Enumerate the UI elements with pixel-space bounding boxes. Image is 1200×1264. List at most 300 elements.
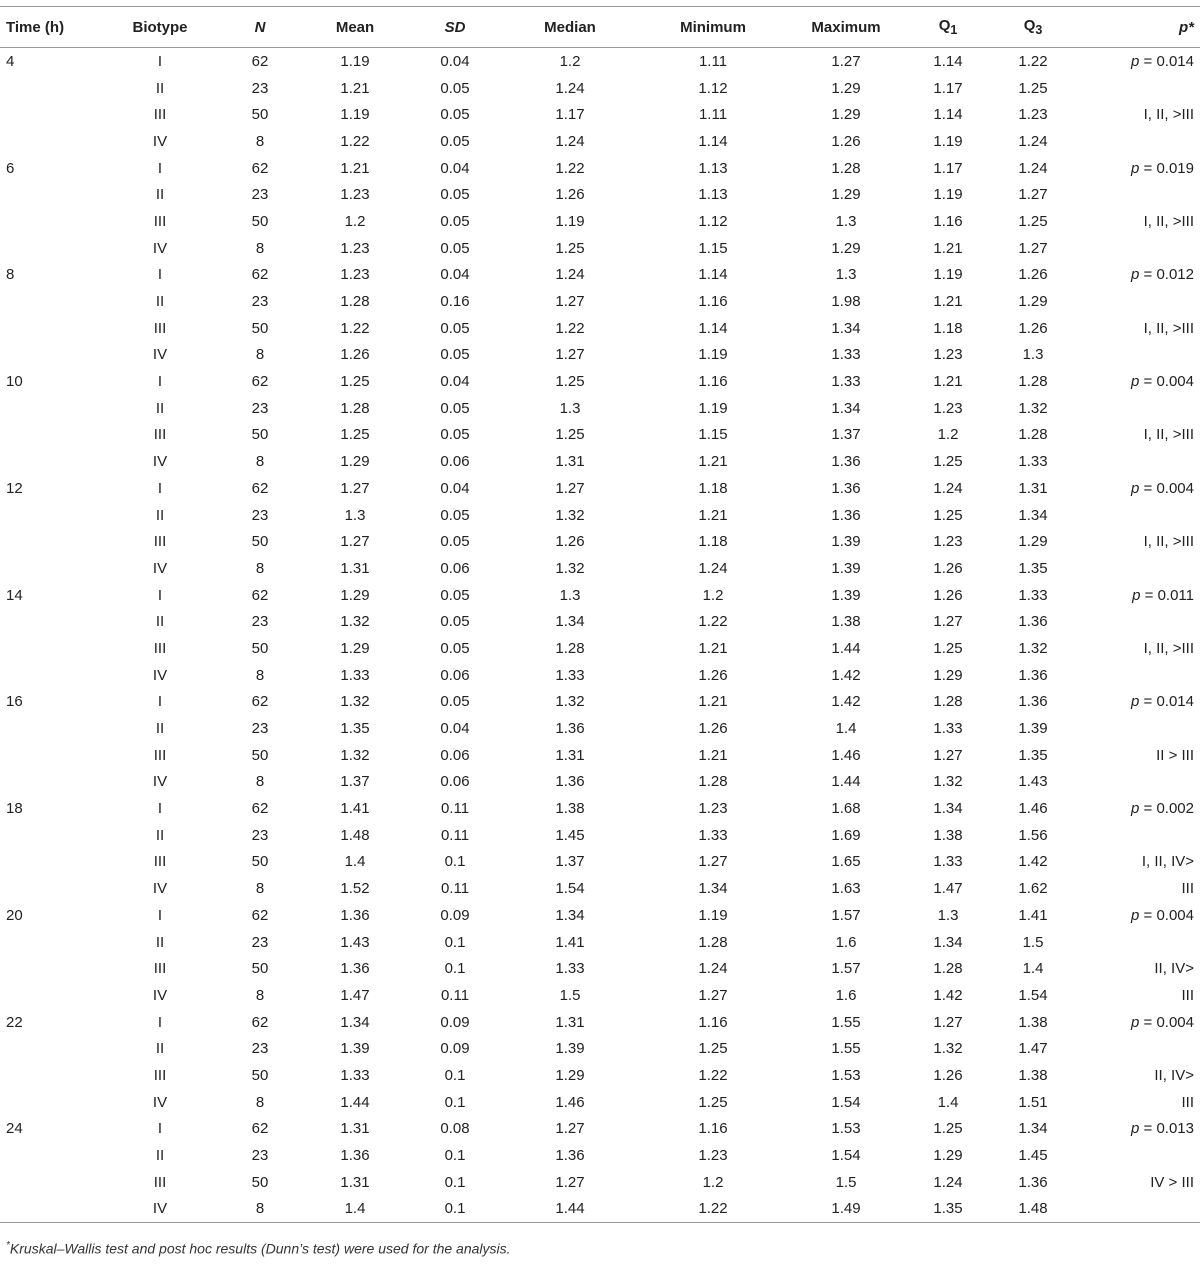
cell-minimum: 1.21: [698, 639, 728, 657]
p-symbol: p: [1131, 52, 1140, 70]
cell-p: p = 0.004: [1131, 1013, 1194, 1031]
table-row: [0, 101, 1200, 128]
cell-n: 8: [255, 986, 265, 1004]
cell-q3: 1.43: [1018, 773, 1048, 791]
cell-q1: 1.27: [933, 746, 963, 764]
table-row: [0, 368, 1200, 395]
cell-median: 1.26: [555, 533, 585, 551]
cell-minimum: 1.25: [698, 1040, 728, 1058]
cell-n: 50: [251, 426, 269, 444]
cell-time: [0, 822, 90, 849]
table-row: [0, 395, 1200, 422]
cell-biotype: II: [155, 1147, 165, 1165]
table-header: [0, 7, 1200, 48]
cell-sd: 0.1: [444, 1066, 466, 1084]
cell-minimum: 1.12: [698, 79, 728, 97]
cell-minimum: 1.18: [698, 479, 728, 497]
cell-time: 16: [6, 693, 23, 711]
cell-maximum: 1.39: [831, 533, 861, 551]
cell-time: 24: [6, 1120, 23, 1138]
cell-sd: 0.16: [440, 293, 470, 311]
cell-q1: 1.26: [933, 586, 963, 604]
cell-median: 1.27: [555, 1120, 585, 1138]
cell-time: [0, 1196, 90, 1223]
cell-mean: 1.35: [340, 720, 370, 738]
table-row: [0, 1062, 1200, 1089]
cell-p: p = 0.014: [1131, 52, 1194, 70]
cell-median: 1.27: [555, 1173, 585, 1191]
cell-median: 1.36: [555, 773, 585, 791]
cell-minimum: 1.2: [702, 1173, 724, 1191]
cell-minimum: 1.13: [698, 186, 728, 204]
cell-biotype: I: [157, 266, 163, 284]
cell-q1: 1.33: [933, 720, 963, 738]
cell-median: 1.26: [555, 186, 585, 204]
cell-median: 1.25: [555, 239, 585, 257]
cell-biotype: III: [153, 533, 167, 551]
p-symbol: p: [1131, 693, 1140, 711]
cell-mean: 1.28: [340, 293, 370, 311]
cell-maximum: 1.3: [835, 212, 857, 230]
cell-biotype: I: [157, 52, 163, 70]
cell-maximum: 1.5: [835, 1173, 857, 1191]
cell-q1: 1.23: [933, 399, 963, 417]
cell-median: 1.25: [555, 373, 585, 391]
cell-biotype: II: [155, 293, 165, 311]
cell-mean: 1.28: [340, 399, 370, 417]
cell-q1: 1.26: [933, 1066, 963, 1084]
cell-median: 1.33: [555, 960, 585, 978]
cell-q3: 1.33: [1018, 453, 1048, 471]
q3-label: Q: [1023, 17, 1036, 34]
cell-biotype: IV: [152, 346, 168, 364]
cell-maximum: 1.33: [831, 346, 861, 364]
table-row: [0, 155, 1200, 182]
cell-time: [0, 769, 90, 796]
col-header-q1: [916, 7, 980, 48]
cell-q3: 1.25: [1018, 212, 1048, 230]
cell-biotype: IV: [152, 880, 168, 898]
cell-median: 1.45: [555, 826, 585, 844]
cell-mean: 1.36: [340, 960, 370, 978]
col-header-time: Time (h): [0, 7, 90, 48]
cell-time: [0, 715, 90, 742]
p-symbol: p: [1131, 800, 1140, 818]
cell-n: 23: [251, 506, 269, 524]
cell-q1: 1.25: [933, 506, 963, 524]
cell-sd: 0.05: [440, 346, 470, 364]
cell-biotype: I: [157, 1120, 163, 1138]
cell-n: 8: [255, 1093, 265, 1111]
cell-mean: 1.27: [340, 533, 370, 551]
cell-n: 50: [251, 746, 269, 764]
cell-maximum: 1.27: [831, 52, 861, 70]
cell-q3: 1.34: [1018, 506, 1048, 524]
cell-median: 1.29: [555, 1066, 585, 1084]
cell-mean: 1.36: [340, 906, 370, 924]
cell-p: III: [1181, 986, 1194, 1004]
cell-q3: 1.32: [1018, 639, 1048, 657]
cell-biotype: III: [153, 639, 167, 657]
cell-maximum: 1.42: [831, 693, 861, 711]
p-symbol: p: [1131, 906, 1140, 924]
cell-p: I, II, IV>: [1141, 853, 1194, 871]
table-row: [0, 128, 1200, 155]
cell-mean: 1.44: [340, 1093, 370, 1111]
cell-minimum: 1.22: [650, 1196, 776, 1223]
cell-biotype: III: [153, 319, 167, 337]
cell-n: 50: [251, 639, 269, 657]
cell-sd: 0.1: [444, 933, 466, 951]
cell-p: p = 0.013: [1131, 1120, 1194, 1138]
cell-n: 23: [251, 613, 269, 631]
cell-q1: 1.19: [933, 266, 963, 284]
cell-sd: 0.11: [440, 800, 470, 818]
cell-sd: 0.04: [440, 159, 470, 177]
cell-n: 23: [251, 933, 269, 951]
cell-p: I, II, >III: [1143, 212, 1194, 230]
cell-n: 62: [251, 693, 269, 711]
cell-sd: 0.1: [444, 1173, 466, 1191]
cell-p: [1086, 662, 1200, 689]
table-row: [0, 822, 1200, 849]
cell-maximum: 1.33: [831, 373, 861, 391]
cell-median: 1.24: [555, 266, 585, 284]
cell-n: 62: [251, 159, 269, 177]
cell-q1: 1.21: [933, 239, 963, 257]
table-row: [0, 1142, 1200, 1169]
cell-time: [0, 288, 90, 315]
cell-q3: 1.51: [1018, 1093, 1048, 1111]
cell-minimum: 1.16: [698, 373, 728, 391]
cell-median: 1.5: [559, 986, 581, 1004]
cell-biotype: IV: [152, 986, 168, 1004]
cell-minimum: 1.18: [698, 533, 728, 551]
table-row: [0, 342, 1200, 369]
cell-q3: 1.4: [1022, 960, 1044, 978]
cell-time: 6: [6, 159, 15, 177]
cell-q1: 1.28: [933, 960, 963, 978]
cell-maximum: 1.46: [831, 746, 861, 764]
cell-mean: 1.4: [290, 1196, 420, 1223]
p-symbol: p: [1131, 479, 1140, 497]
cell-q3: 1.33: [1018, 586, 1048, 604]
table-row: [0, 929, 1200, 956]
cell-n: 50: [251, 106, 269, 124]
cell-q1: 1.25: [933, 639, 963, 657]
cell-sd: 0.1: [444, 853, 466, 871]
cell-p: [1086, 1196, 1200, 1223]
cell-q1: 1.19: [933, 132, 963, 150]
cell-median: 1.17: [555, 106, 585, 124]
cell-mean: 1.33: [340, 666, 370, 684]
cell-median: 1.28: [555, 639, 585, 657]
cell-time: [0, 555, 90, 582]
table-row: [0, 75, 1200, 102]
cell-q3: 1.27: [1018, 239, 1048, 257]
cell-median: 1.25: [555, 426, 585, 444]
cell-p: [1086, 555, 1200, 582]
cell-time: [0, 1062, 90, 1089]
cell-q1: 1.25: [933, 453, 963, 471]
cell-n: 23: [251, 826, 269, 844]
cell-minimum: 1.13: [698, 159, 728, 177]
cell-p: p = 0.002: [1131, 800, 1194, 818]
cell-p: [1086, 181, 1200, 208]
p-symbol: p: [1132, 586, 1141, 604]
cell-p: [1086, 395, 1200, 422]
cell-minimum: 1.12: [698, 212, 728, 230]
cell-biotype: III: [153, 1173, 167, 1191]
cell-biotype: I: [157, 800, 163, 818]
cell-n: 50: [251, 1066, 269, 1084]
table-row: [0, 795, 1200, 822]
cell-n: 23: [251, 720, 269, 738]
cell-q3: 1.24: [1018, 159, 1048, 177]
cell-mean: 1.39: [340, 1040, 370, 1058]
cell-time: [0, 208, 90, 235]
cell-mean: 1.22: [340, 132, 370, 150]
cell-n: 8: [255, 239, 265, 257]
cell-q1: 1.25: [933, 1120, 963, 1138]
cell-q1: 1.23: [933, 533, 963, 551]
cell-time: [0, 608, 90, 635]
cell-sd: 0.06: [440, 453, 470, 471]
cell-minimum: 1.27: [698, 853, 728, 871]
table-row: [0, 1116, 1200, 1143]
cell-q3: 1.36: [1018, 613, 1048, 631]
cell-q1: 1.2: [937, 426, 959, 444]
table-row: [0, 902, 1200, 929]
cell-sd: 0.05: [440, 586, 470, 604]
cell-q3: 1.36: [1018, 693, 1048, 711]
table-row: [0, 181, 1200, 208]
col-header-median: Median: [490, 7, 650, 48]
cell-n: 23: [251, 79, 269, 97]
cell-p: [1086, 608, 1200, 635]
table-row: [0, 502, 1200, 529]
cell-q1: 1.17: [933, 159, 963, 177]
cell-maximum: 1.53: [831, 1120, 861, 1138]
cell-q3: 1.5: [1022, 933, 1044, 951]
cell-minimum: 1.34: [698, 880, 728, 898]
cell-sd: 0.05: [440, 693, 470, 711]
cell-time: [0, 422, 90, 449]
cell-time: [0, 955, 90, 982]
cell-biotype: II: [155, 399, 165, 417]
cell-biotype: I: [157, 1013, 163, 1031]
footnote: [6, 1240, 511, 1257]
cell-sd: 0.1: [444, 1093, 466, 1111]
cell-biotype: II: [155, 186, 165, 204]
cell-sd: 0.09: [440, 1013, 470, 1031]
cell-p: [1086, 822, 1200, 849]
cell-median: 1.27: [555, 346, 585, 364]
cell-minimum: 1.14: [698, 132, 728, 150]
cell-minimum: 1.24: [698, 559, 728, 577]
cell-maximum: 1.34: [831, 399, 861, 417]
cell-n: 23: [251, 1147, 269, 1165]
cell-p: I, II, >III: [1143, 639, 1194, 657]
cell-p: [1086, 128, 1200, 155]
cell-maximum: 1.69: [831, 826, 861, 844]
cell-time: [0, 875, 90, 902]
table-row: [0, 448, 1200, 475]
cell-median: 1.19: [555, 212, 585, 230]
table-row: [0, 48, 1200, 75]
cell-maximum: 1.36: [831, 479, 861, 497]
cell-maximum: 1.28: [831, 159, 861, 177]
cell-mean: 1.33: [340, 1066, 370, 1084]
cell-q3: 1.35: [1018, 559, 1048, 577]
cell-mean: 1.22: [340, 319, 370, 337]
cell-maximum: 1.54: [831, 1093, 861, 1111]
cell-n: 23: [251, 186, 269, 204]
cell-mean: 1.37: [340, 773, 370, 791]
cell-maximum: 1.39: [831, 559, 861, 577]
cell-biotype: III: [153, 212, 167, 230]
cell-time: [0, 315, 90, 342]
table-row: [0, 475, 1200, 502]
cell-q3: 1.38: [1018, 1013, 1048, 1031]
cell-n: 62: [251, 373, 269, 391]
cell-p: I, II, >III: [1143, 426, 1194, 444]
cell-biotype: II: [155, 720, 165, 738]
p-symbol: p: [1131, 373, 1140, 391]
cell-biotype: IV: [152, 559, 168, 577]
cell-mean: 1.23: [340, 186, 370, 204]
table-row: [0, 608, 1200, 635]
cell-n: 8: [255, 666, 265, 684]
cell-biotype: II: [155, 1040, 165, 1058]
table-row: [0, 955, 1200, 982]
cell-q3: 1.24: [1018, 132, 1048, 150]
cell-n: 62: [251, 479, 269, 497]
table-row: [0, 982, 1200, 1009]
cell-maximum: 1.53: [831, 1066, 861, 1084]
cell-time: [0, 395, 90, 422]
cell-median: 1.41: [555, 933, 585, 951]
cell-q1: 1.29: [933, 1147, 963, 1165]
cell-time: [0, 1089, 90, 1116]
cell-minimum: 1.22: [698, 1066, 728, 1084]
cell-q3: 1.26: [1018, 319, 1048, 337]
cell-q3: 1.22: [1018, 52, 1048, 70]
cell-p: III: [1181, 880, 1194, 898]
cell-sd: 0.05: [440, 506, 470, 524]
table-body: [0, 48, 1200, 1223]
cell-time: 14: [6, 586, 23, 604]
cell-q3: 1.3: [1022, 346, 1044, 364]
p-symbol: p: [1131, 159, 1140, 177]
results-table: [0, 6, 1200, 1223]
table-row: [0, 1169, 1200, 1196]
cell-time: [0, 128, 90, 155]
cell-maximum: 1.38: [831, 613, 861, 631]
cell-biotype: I: [157, 693, 163, 711]
cell-n: 62: [251, 586, 269, 604]
cell-q3: 1.62: [1018, 880, 1048, 898]
cell-sd: 0.05: [440, 239, 470, 257]
cell-biotype: I: [157, 159, 163, 177]
table-row: [0, 1196, 1200, 1223]
cell-biotype: III: [153, 426, 167, 444]
cell-maximum: 1.63: [831, 880, 861, 898]
cell-maximum: 1.44: [831, 773, 861, 791]
table-row: [0, 315, 1200, 342]
cell-time: 12: [6, 479, 23, 497]
col-header-minimum: Minimum: [650, 7, 776, 48]
cell-p: p = 0.014: [1131, 693, 1194, 711]
cell-q3: 1.31: [1018, 479, 1048, 497]
table-row: [0, 528, 1200, 555]
cell-sd: 0.04: [440, 720, 470, 738]
cell-q3: 1.38: [1018, 1066, 1048, 1084]
table-row: [0, 582, 1200, 609]
cell-q3: 1.45: [1018, 1147, 1048, 1165]
cell-n: 8: [255, 132, 265, 150]
cell-minimum: 1.23: [698, 1147, 728, 1165]
cell-q1: 1.34: [933, 800, 963, 818]
cell-minimum: 1.28: [698, 773, 728, 791]
cell-mean: 1.23: [340, 266, 370, 284]
cell-maximum: 1.39: [831, 586, 861, 604]
table-row: [0, 262, 1200, 289]
cell-q3: 1.56: [1018, 826, 1048, 844]
table-row: [0, 288, 1200, 315]
cell-time: [0, 448, 90, 475]
cell-p: I, II, >III: [1143, 106, 1194, 124]
cell-maximum: 1.44: [831, 639, 861, 657]
cell-sd: 0.04: [440, 266, 470, 284]
cell-maximum: 1.98: [831, 293, 861, 311]
cell-biotype: II: [155, 933, 165, 951]
cell-minimum: 1.19: [698, 346, 728, 364]
table-row: [0, 1009, 1200, 1036]
table-row: [0, 849, 1200, 876]
cell-maximum: 1.34: [831, 319, 861, 337]
cell-q3: 1.54: [1018, 986, 1048, 1004]
cell-n: 8: [255, 559, 265, 577]
cell-p: II > III: [1156, 746, 1194, 764]
cell-maximum: 1.68: [831, 800, 861, 818]
footnote-marker: *: [6, 1240, 10, 1251]
cell-time: 8: [6, 266, 15, 284]
cell-maximum: 1.36: [831, 506, 861, 524]
cell-biotype: III: [153, 853, 167, 871]
cell-p: p = 0.004: [1131, 479, 1194, 497]
cell-n: 62: [251, 1013, 269, 1031]
cell-mean: 1.34: [340, 1013, 370, 1031]
cell-mean: 1.19: [340, 106, 370, 124]
cell-minimum: 1.28: [698, 933, 728, 951]
cell-p: p = 0.004: [1131, 906, 1194, 924]
table-row: [0, 1035, 1200, 1062]
cell-time: [0, 181, 90, 208]
cell-median: 1.38: [555, 800, 585, 818]
cell-median: 1.44: [490, 1196, 650, 1223]
cell-median: 1.27: [555, 293, 585, 311]
cell-p: [1086, 288, 1200, 315]
cell-n: 23: [251, 399, 269, 417]
cell-time: [0, 1035, 90, 1062]
cell-q1: 1.27: [933, 1013, 963, 1031]
cell-minimum: 1.23: [698, 800, 728, 818]
cell-p: p = 0.011: [1132, 586, 1194, 604]
cell-time: 10: [6, 373, 23, 391]
cell-q3: 1.46: [1018, 800, 1048, 818]
cell-mean: 1.52: [340, 880, 370, 898]
